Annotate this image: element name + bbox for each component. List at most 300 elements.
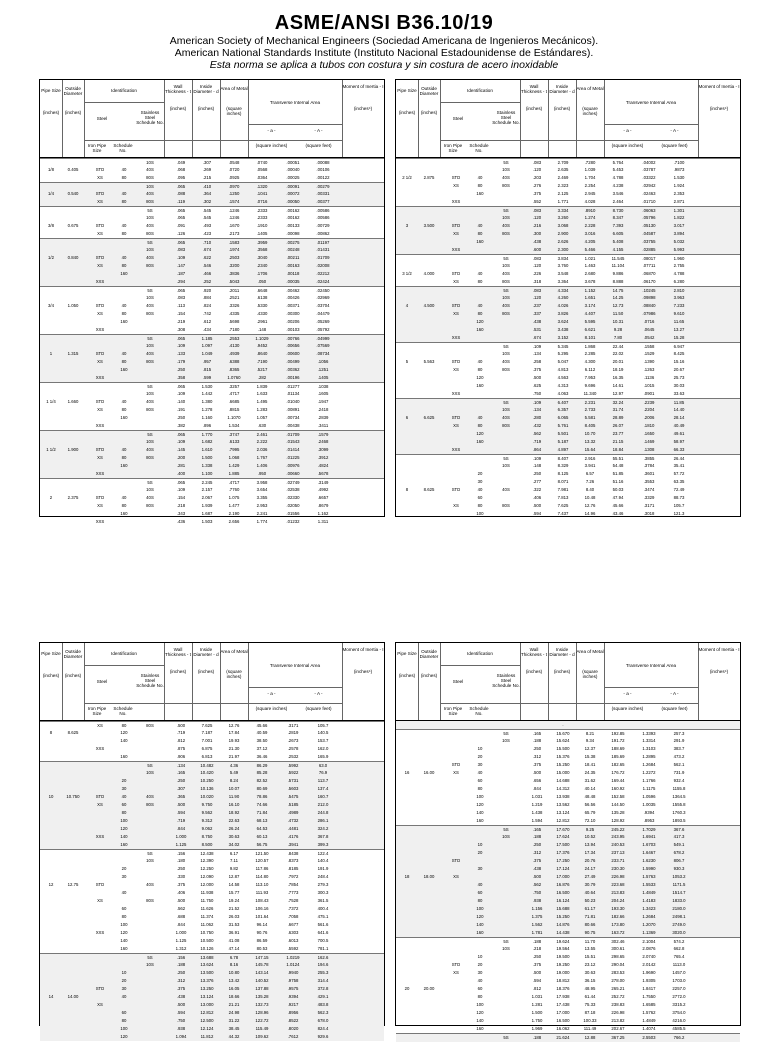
wall-thickness-cell: .375 (532, 858, 542, 863)
iron-pipe-size-cell: XXS (451, 447, 461, 452)
table-row (40, 905, 384, 913)
grid-line (576, 80, 577, 157)
transverse-area-sqft-cell: 1.7029 (642, 827, 656, 832)
transverse-area-sqft-cell: .4176 (287, 834, 299, 839)
moment-of-inertia-cell: .1038 (317, 384, 329, 389)
area-of-metal-cell: 24.17 (584, 866, 596, 871)
transverse-area-sqin-cell: .9452 (256, 343, 268, 348)
transverse-area-sqin-cell: 182.66 (611, 914, 625, 919)
moment-of-inertia-cell: .1605 (317, 391, 329, 396)
transverse-area-sqin-cell: 3.654 (256, 487, 268, 492)
area-of-metal-cell: 3.941 (584, 463, 596, 468)
wall-thickness-cell: .719 (176, 818, 186, 823)
wall-thickness-cell: .120 (532, 167, 542, 172)
transverse-area-sqin-cell: 5.408 (612, 239, 624, 244)
area-of-metal-cell: 1.021 (584, 256, 596, 261)
wall-thickness-cell: 1.000 (175, 930, 187, 935)
area-of-metal-cell: 15.64 (584, 447, 596, 452)
table-row (396, 310, 740, 318)
area-of-metal-cell: 3.174 (584, 303, 596, 308)
area-of-metal-cell: 12.87 (228, 874, 240, 879)
inside-diameter-cell: .546 (202, 263, 212, 268)
table-row (396, 737, 740, 745)
iron-pipe-size-cell: STD (451, 271, 461, 276)
schedule-no-cell: 40 (121, 447, 127, 452)
pipe-size-cell: 3/8 (48, 223, 54, 228)
transverse-area-sqft-cell: .3601 (643, 471, 655, 476)
schedule-no-cell: 40 (477, 770, 483, 775)
area-of-metal-cell: 8.16 (229, 962, 239, 967)
area-of-metal-cell: 6.57 (585, 471, 595, 476)
moment-of-inertia-cell: 561.6 (317, 922, 329, 927)
schedule-no-cell: 40 (121, 303, 127, 308)
table-row (396, 382, 740, 390)
transverse-area-sqft-cell: .7612 (287, 1034, 299, 1039)
moment-of-inertia-cell: 3754.0 (672, 1010, 686, 1015)
inside-diameter-cell: 5.501 (557, 431, 569, 436)
inside-diameter-cell: 12.090 (200, 874, 214, 879)
area-of-metal-cell: 26.24 (228, 826, 240, 831)
table-row (396, 953, 740, 961)
transverse-area-sqin-cell: 160.92 (611, 786, 625, 791)
table-row (396, 182, 740, 190)
moment-of-inertia-cell: 248.4 (317, 874, 329, 879)
table-row (40, 945, 384, 953)
schedule-no-cell: 60 (477, 986, 483, 991)
a-header: - a - (267, 128, 276, 133)
moment-of-inertia-cell: 372.8 (317, 986, 329, 991)
pipe-size-cell: 5 (405, 359, 409, 364)
transverse-area-sqft-cell: .00248 (286, 247, 300, 252)
A-header: - A - (314, 128, 323, 133)
outside-diameter-header: Outside Diameter (419, 649, 439, 659)
wall-thickness-cell: .750 (532, 890, 542, 895)
pipe-size-cell: 1/4 (48, 191, 54, 196)
schedule-no-cell: 60 (121, 802, 127, 807)
table-row (40, 785, 384, 793)
table-row (396, 350, 740, 358)
moment-of-inertia-cell: .3099 (317, 447, 329, 452)
transverse-area-sqin-cell: 298.65 (611, 954, 625, 959)
inside-diameter-cell: 11.812 (200, 1034, 214, 1039)
wall-thickness-cell: .126 (176, 231, 186, 236)
area-of-metal-cell: 31.22 (228, 1018, 240, 1023)
wall-thickness-cell: 1.375 (531, 914, 543, 919)
moment-of-inertia-cell: 291.9 (673, 738, 685, 743)
pipe-size-cell: 6 (405, 415, 409, 420)
wall-thickness-cell: 1.500 (531, 1010, 543, 1015)
stainless-schedule-cell: 5S (503, 939, 509, 944)
transverse-area-sqin-cell: 3.546 (612, 191, 624, 196)
moment-of-inertia-cell: 1555.8 (672, 802, 686, 807)
moment-of-inertia-cell: 417.3 (673, 834, 685, 839)
moment-of-inertia-cell: 641.6 (317, 930, 329, 935)
wall-thickness-cell: .250 (176, 778, 186, 783)
transverse-area-sqin-cell: 176.72 (611, 770, 625, 775)
pipe-size-unit: (inches) (398, 110, 416, 115)
table-row (40, 486, 384, 494)
moment-of-inertia-cell: 57.72 (673, 471, 685, 476)
wall-thickness-cell: .250 (176, 415, 186, 420)
moment-of-inertia-cell: 137.4 (317, 786, 329, 791)
inside-diameter-cell: 2.635 (557, 167, 569, 172)
table-row (396, 785, 740, 793)
transverse-area-sqin-cell: .1041 (256, 191, 268, 196)
transverse-area-sqin-cell: 86.59 (256, 938, 268, 943)
inside-diameter-cell: 2.067 (201, 495, 213, 500)
iron-pipe-size-cell: XS (453, 970, 459, 975)
steel-header: Steel (452, 679, 464, 684)
transverse-area-sqft-cell: .4732 (287, 818, 299, 823)
inside-diameter-cell: 9.062 (201, 826, 213, 831)
schedule-no-cell: 80 (477, 279, 483, 284)
transverse-area-sqin-cell: 14.25 (612, 295, 624, 300)
wall-thickness-cell: .864 (532, 447, 542, 452)
stainless-schedule-cell: 80S (146, 407, 154, 412)
iron-pipe-size-cell: XS (97, 898, 103, 903)
inside-diameter-cell: 16.876 (556, 882, 570, 887)
moment-of-inertia-cell: .00279 (316, 184, 330, 189)
iron-pipe-size-cell: XS (97, 175, 103, 180)
area-of-metal-cell: 44.32 (228, 1034, 240, 1039)
inside-diameter-cell: 11.626 (200, 906, 214, 911)
moment-of-inertia-cell: 6.947 (673, 344, 685, 349)
transverse-area-sqin-cell: 50.03 (612, 487, 624, 492)
area-of-metal-cell: 9.82 (229, 866, 239, 871)
table-row (40, 270, 384, 278)
inside-diameter-cell: 4.260 (557, 295, 569, 300)
moment-of-inertia-cell: .02450 (316, 288, 330, 293)
transverse-area-sqft-cell: 2.0876 (642, 946, 656, 951)
transverse-area-sqin-cell: 45.66 (612, 503, 624, 508)
wall-thickness-cell: .120 (532, 215, 542, 220)
table-row (40, 350, 384, 358)
transverse-area-sqft-cell: .0645 (643, 327, 655, 332)
wall-thickness-cell: .083 (532, 208, 542, 213)
moment-of-inertia-cell: 28.14 (673, 415, 685, 420)
table-row (40, 502, 384, 510)
pipe-size-header: Pipe Size (397, 88, 417, 93)
inside-diameter-cell: .252 (202, 279, 212, 284)
transverse-area-sqft-cell: 1.6585 (642, 1002, 656, 1007)
transverse-area-sqft-cell: 1.2895 (642, 754, 656, 759)
moment-of-inertia-cell: .1947 (317, 399, 329, 404)
pipe-size-header: Pipe Size (41, 651, 61, 656)
wall-thickness-cell: .300 (532, 231, 542, 236)
inside-diameter-cell: 15.500 (556, 746, 570, 751)
pipe-size-cell: 14 (48, 994, 54, 999)
iron-pipe-size-cell: STD (95, 255, 105, 260)
stainless-schedule-cell: 80S (146, 231, 154, 236)
wall-thickness-cell: .250 (176, 866, 186, 871)
inside-diameter-cell: 8.750 (201, 834, 213, 839)
moment-of-inertia-cell: 212.0 (317, 802, 329, 807)
inside-diameter-cell: 7.437 (557, 511, 569, 516)
transverse-area-sqin-cell: 245.22 (611, 827, 625, 832)
inside-diameter-cell: 3.834 (557, 256, 569, 261)
transverse-area-sqin-cell: 278.00 (611, 978, 625, 983)
area-of-metal-cell: 1.1070 (227, 415, 241, 420)
area-of-metal-cell: .1246 (228, 208, 240, 213)
area-of-metal-cell: .3747 (228, 432, 240, 437)
transverse-area-sqin-cell: 143.14 (255, 970, 269, 975)
table-row (40, 841, 384, 849)
inside-diameter-cell: 8.071 (557, 479, 569, 484)
transverse-area-sqin-cell: 38.50 (256, 738, 268, 743)
moment-of-inertia-cell: 3.894 (673, 231, 685, 236)
table-row (40, 302, 384, 310)
transverse-area-sqft-cell: .00211 (286, 255, 300, 260)
sq-ft-header: (square feet) (661, 143, 688, 148)
wall-thickness-cell: .065 (176, 184, 186, 189)
area-of-metal-cell: 47.14 (228, 946, 240, 951)
table-row (396, 478, 740, 486)
area-of-metal-cell: 48.48 (584, 794, 596, 799)
inside-diameter-cell: 14.688 (556, 778, 570, 783)
table-row (396, 1009, 740, 1017)
stainless-schedule-cell: 5S (503, 731, 509, 736)
wall-thickness-cell: .375 (532, 367, 542, 372)
transverse-area-sqin-cell: 121.50 (255, 851, 269, 856)
table-row (396, 777, 740, 785)
schedule-no-cell: 160 (476, 239, 484, 244)
schedule-no-cell: 80 (477, 183, 483, 188)
grid-line (248, 687, 342, 688)
schedule-no-cell: 80 (477, 311, 483, 316)
wall-thickness-cell: .065 (176, 384, 186, 389)
table-row (396, 438, 740, 446)
transverse-area-sqin-cell: .2333 (256, 208, 268, 213)
inside-diameter-cell: 3.068 (557, 223, 569, 228)
stainless-schedule-cell: 5S (147, 336, 153, 341)
moment-of-inertia-cell: .2468 (317, 439, 329, 444)
transverse-area-sqft-cell: .3855 (643, 456, 655, 461)
table-row (40, 993, 384, 1001)
inside-diameter-cell: 11.062 (200, 922, 214, 927)
moment-of-inertia-cell: .01197 (316, 240, 330, 245)
wall-thickness-cell: .119 (176, 199, 186, 204)
moment-of-inertia-cell: 140.5 (317, 730, 329, 735)
wall-thickness-cell: .113 (176, 303, 186, 308)
table-row (40, 326, 384, 334)
identification-header: Identification (111, 88, 137, 93)
iron-pipe-size-header: Iron Pipe Size (87, 706, 107, 716)
transverse-area-header: Transverse Internal Area (625, 663, 677, 668)
moment-of-inertia-header: Moment of Inertia - I (342, 647, 384, 652)
moment-of-inertia-cell: 2772.0 (672, 994, 686, 999)
stainless-schedule-cell: 40S (146, 882, 154, 887)
area-of-metal-header: Area of Metal (220, 86, 248, 91)
transverse-area-sqin-cell: 132.73 (255, 1002, 269, 1007)
stainless-schedule-cell: 40S (502, 223, 510, 228)
stainless-schedule-cell: 40S (146, 351, 154, 356)
sq-in-header: (square inches) (255, 143, 288, 148)
inside-diameter-cell: 7.625 (201, 723, 213, 728)
moment-of-inertia-cell: 483.8 (317, 1002, 329, 1007)
table-row (40, 222, 384, 230)
transverse-area-sqin-cell: 22.44 (612, 344, 624, 349)
table-row (40, 166, 384, 174)
transverse-area-sqft-cell: .01040 (286, 399, 300, 404)
table-row (396, 198, 740, 206)
wall-thickness-cell: .343 (176, 511, 186, 516)
table-row (40, 214, 384, 222)
area-of-metal-cell: 16.05 (228, 986, 240, 991)
inside-diameter-cell: 14.438 (556, 930, 570, 935)
moment-of-inertia-cell: 58.97 (673, 439, 685, 444)
inside-diameter-cell: .674 (202, 247, 212, 252)
transverse-area-sqft-cell: .00163 (286, 263, 300, 268)
wall-thickness-cell: .844 (176, 922, 186, 927)
table-row (40, 406, 384, 414)
moment-of-inertia-cell: 930.3 (673, 866, 685, 871)
inside-diameter-cell: 12.390 (200, 858, 214, 863)
transverse-area-sqin-cell: 101.64 (255, 914, 269, 919)
stainless-schedule-cell: 5S (147, 851, 153, 856)
wall-thickness-cell: .436 (176, 519, 186, 524)
inside-diameter-cell: 10.420 (200, 770, 214, 775)
transverse-area-sqin-cell: 10.31 (612, 319, 624, 324)
transverse-area-sqin-cell: 137.88 (255, 986, 269, 991)
table-row (40, 865, 384, 873)
table-row (396, 166, 740, 174)
transverse-area-sqin-cell: 1.633 (256, 391, 268, 396)
schedule-no-cell: 80 (477, 367, 483, 372)
wall-thickness-cell: .844 (176, 826, 186, 831)
moment-of-inertia-cell: .7100 (673, 160, 685, 165)
transverse-area-sqin-cell: 2.953 (256, 503, 268, 508)
inside-diameter-cell: . (562, 722, 564, 727)
iron-pipe-size-cell: XS (97, 802, 103, 807)
iron-pipe-size-cell: XS (453, 770, 459, 775)
a-header: - a - (623, 128, 632, 133)
wall-thickness-cell: .688 (176, 914, 186, 919)
grid-line (220, 643, 221, 720)
table-row (396, 769, 740, 777)
inside-diameter-unit: (inches) (553, 106, 571, 111)
transverse-area-sqin-cell: 2.222 (256, 439, 268, 444)
transverse-area-sqin-cell: 1.1029 (255, 336, 269, 341)
area-of-metal-cell: 2.656 (228, 519, 240, 524)
transverse-area-sqin-cell: 43.46 (612, 511, 624, 516)
moment-of-inertia-cell: 191.9 (317, 866, 329, 871)
table-row (40, 777, 384, 785)
transverse-area-sqin-cell: 37.12 (256, 746, 268, 751)
schedule-no-cell: 40 (121, 191, 127, 196)
area-of-metal-cell: .3836 (228, 271, 240, 276)
transverse-area-sqft-cell: 1.4183 (642, 898, 656, 903)
table-row (40, 969, 384, 977)
area-of-metal-cell: 4.300 (584, 359, 596, 364)
table-row (396, 849, 740, 857)
moment-of-inertia-header: Moment of Inertia - I (698, 84, 740, 89)
transverse-area-sqft-cell: .1308 (643, 447, 655, 452)
transverse-area-sqin-cell: 8.888 (612, 279, 624, 284)
transverse-area-sqft-cell: .8373 (287, 858, 299, 863)
wall-thickness-cell: .154 (176, 495, 186, 500)
inside-diameter-cell: .215 (202, 175, 212, 180)
wall-thickness-cell: .382 (176, 423, 186, 428)
area-of-metal-cell: 5.581 (584, 415, 596, 420)
sq-ft-header: (square feet) (305, 706, 332, 711)
inside-diameter-cell: .612 (202, 319, 212, 324)
outside-diameter-cell: 8.625 (423, 487, 435, 492)
transverse-area-sqft-cell: .0542 (643, 335, 655, 340)
transverse-area-sqft-cell: .5992 (287, 763, 299, 768)
transverse-area-sqin-cell: 193.30 (611, 906, 625, 911)
schedule-no-cell: 40 (477, 271, 483, 276)
stainless-schedule-cell: 40S (146, 794, 154, 799)
table-row (396, 510, 740, 518)
iron-pipe-size-cell: XXS (95, 375, 105, 380)
inside-diameter-cell: 4.063 (557, 391, 569, 396)
stainless-schedule-cell: 10S (146, 770, 154, 775)
transverse-area-sqft-cell: 1.8417 (642, 986, 656, 991)
moment-of-inertia-cell: 4216.0 (672, 1018, 686, 1023)
moment-of-inertia-cell: 1703.0 (672, 978, 686, 983)
inside-diameter-cell: .545 (202, 208, 212, 213)
moment-of-inertia-cell: 731.9 (673, 770, 685, 775)
moment-of-inertia-cell: .00586 (316, 208, 330, 213)
moment-of-inertia-cell: 5.032 (673, 239, 685, 244)
moment-of-inertia-cell: 574.2 (673, 939, 685, 944)
area-of-metal-cell: .0970 (228, 184, 240, 189)
transverse-area-sqin-cell: 122.72 (255, 1018, 269, 1023)
stainless-schedule-cell: 40S (146, 255, 154, 260)
table-row (396, 961, 740, 969)
moment-of-inertia-cell: 562.1 (673, 762, 685, 767)
inside-diameter-cell: 17.000 (556, 874, 570, 879)
table-row (40, 414, 384, 422)
transverse-area-sqft-cell: 1.6703 (642, 842, 656, 847)
stainless-schedule-cell: 80S (502, 367, 510, 372)
pipe-size-cell: 2 1/2 (402, 175, 412, 180)
transverse-area-sqft-cell: .00656 (286, 343, 300, 348)
schedule-no-cell: 120 (476, 1010, 484, 1015)
table-row (40, 342, 384, 350)
wall-thickness-cell: .322 (532, 487, 542, 492)
area-of-metal-cell: 13.32 (584, 439, 596, 444)
moment-unit: (inches⁴) (709, 106, 729, 111)
inside-diameter-cell: 17.124 (556, 866, 570, 871)
area-of-metal-header: Area of Metal (576, 649, 604, 654)
area-of-metal-cell: .4939 (228, 351, 240, 356)
area-of-metal-cell: 1.075 (228, 495, 240, 500)
transverse-area-sqin-cell: 8.730 (612, 208, 624, 213)
inside-diameter-cell: 19.624 (556, 939, 570, 944)
stainless-schedule-cell: 10S (502, 946, 510, 951)
area-of-metal-cell: 1.152 (584, 288, 596, 293)
transverse-area-sqin-cell: 147.15 (255, 955, 269, 960)
transverse-area-sqft-cell: .03787 (642, 167, 656, 172)
table-row (40, 881, 384, 889)
moment-of-inertia-cell: 76.9 (318, 770, 328, 775)
transverse-area-sqin-cell: 64.53 (256, 826, 268, 831)
inside-diameter-cell: 5.761 (557, 423, 569, 428)
wall-thickness-cell: .237 (532, 303, 542, 308)
area-of-metal-cell: 11.340 (583, 391, 597, 396)
transverse-area-sqin-cell: 2.241 (256, 511, 268, 516)
table-row (40, 318, 384, 326)
outside-diameter-cell: 20.00 (423, 986, 435, 991)
wall-thickness-cell: .719 (176, 730, 186, 735)
wall-thickness-cell: .250 (532, 746, 542, 751)
moment-of-inertia-cell: 429.1 (317, 994, 329, 999)
wall-thickness-cell: .133 (176, 351, 186, 356)
moment-of-inertia-cell: .02424 (316, 279, 330, 284)
area-of-metal-cell: 71.81 (584, 914, 596, 919)
area-of-metal-cell: .1670 (228, 223, 240, 228)
